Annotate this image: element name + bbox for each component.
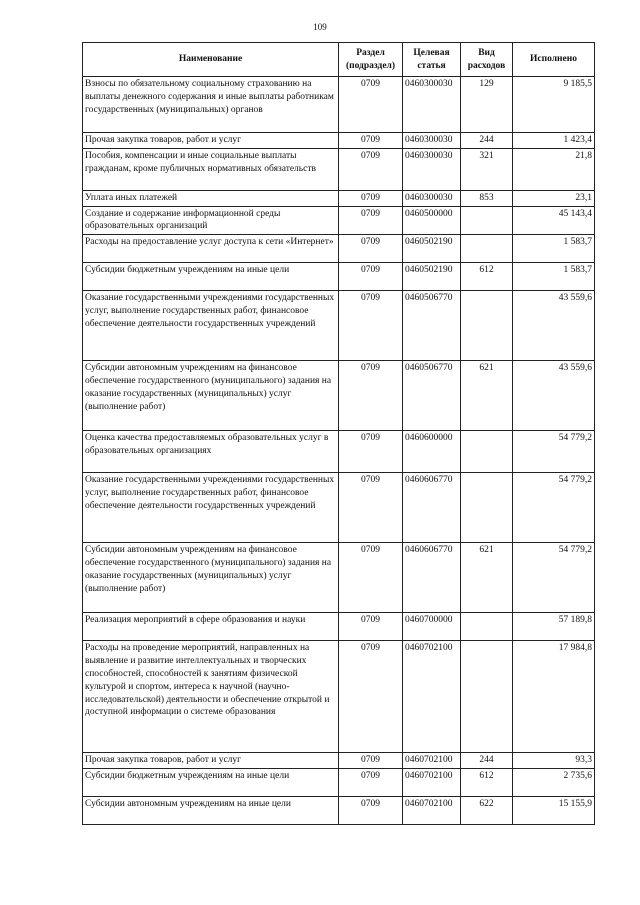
cell-sum: 57 189,8: [513, 613, 595, 641]
cell-kind: 621: [461, 543, 513, 613]
cell-kind: [461, 291, 513, 361]
cell-section: 0709: [339, 543, 403, 613]
cell-kind: [461, 235, 513, 263]
cell-sum: 1 583,7: [513, 235, 595, 263]
cell-kind: 129: [461, 77, 513, 133]
cell-kind: 244: [461, 753, 513, 769]
cell-sum: 15 155,9: [513, 797, 595, 825]
cell-target: 0460300030: [403, 77, 461, 133]
cell-name: Субсидии автономным учреждениям на финансовое обеспечение государственного (муниципального) задания на оказание государственных (муниципальных) услуг (выполнение работ): [83, 543, 339, 613]
cell-target: 0460300030: [403, 148, 461, 190]
cell-kind: [461, 206, 513, 235]
cell-target: 0460300030: [403, 133, 461, 149]
cell-target: 0460300030: [403, 190, 461, 206]
table-body: [83, 77, 595, 825]
cell-sum: 1 423,4: [513, 133, 595, 149]
budget-table: [82, 42, 595, 825]
cell-name: Оценка качества предоставляемых образовательных услуг в образовательных организациях: [83, 431, 339, 473]
cell-kind: 321: [461, 148, 513, 190]
header-section: Раздел (подраздел): [339, 43, 403, 77]
cell-kind: [461, 641, 513, 753]
cell-section: 0709: [339, 148, 403, 190]
cell-target: 0460506770: [403, 361, 461, 431]
table-row: [83, 148, 595, 190]
cell-name: Расходы на проведение мероприятий, направленных на выявление и развитие интеллектуальных и творческих способностей, способностей к занятиям физической культурой и спортом, интереса к научной (научно-исследовательской) деятельности и обеспечение открытой и доступной информации о системе образования: [83, 641, 339, 753]
cell-section: 0709: [339, 235, 403, 263]
cell-kind: 621: [461, 361, 513, 431]
table-row: [83, 235, 595, 263]
cell-name: Создание и содержание информационной среды образовательных организаций: [83, 206, 339, 235]
cell-section: 0709: [339, 613, 403, 641]
table-row: [83, 431, 595, 473]
cell-section: 0709: [339, 431, 403, 473]
cell-section: 0709: [339, 190, 403, 206]
cell-target: 0460500000: [403, 206, 461, 235]
cell-kind: 853: [461, 190, 513, 206]
cell-kind: [461, 473, 513, 543]
cell-section: 0709: [339, 641, 403, 753]
table-row: [83, 133, 595, 149]
table-row: [83, 473, 595, 543]
table-row: [83, 291, 595, 361]
header-target: Целевая статья: [403, 43, 461, 77]
table-header-row: [83, 43, 595, 77]
cell-target: 0460702100: [403, 641, 461, 753]
cell-kind: 612: [461, 263, 513, 291]
cell-section: 0709: [339, 291, 403, 361]
table-row: [83, 543, 595, 613]
cell-name: Пособия, компенсации и иные социальные выплаты гражданам, кроме публичных нормативных обязательств: [83, 148, 339, 190]
cell-sum: 23,1: [513, 190, 595, 206]
cell-target: 0460700000: [403, 613, 461, 641]
table-row: [83, 190, 595, 206]
cell-name: Расходы на предоставление услуг доступа к сети «Интернет»: [83, 235, 339, 263]
table-row: [83, 77, 595, 133]
header-name: Наименование: [83, 43, 339, 77]
cell-name: Субсидии автономным учреждениям на иные цели: [83, 797, 339, 825]
cell-sum: 54 779,2: [513, 543, 595, 613]
cell-section: 0709: [339, 133, 403, 149]
cell-kind: [461, 431, 513, 473]
cell-target: 0460702100: [403, 769, 461, 797]
cell-sum: 54 779,2: [513, 473, 595, 543]
table-row: [83, 613, 595, 641]
table-row: [83, 753, 595, 769]
cell-target: 0460600000: [403, 431, 461, 473]
cell-name: Субсидии автономным учреждениям на финансовое обеспечение государственного (муниципального) задания на оказание государственных (муниципальных) услуг (выполнение работ): [83, 361, 339, 431]
cell-section: 0709: [339, 77, 403, 133]
cell-name: Оказание государственными учреждениями государственных услуг, выполнение государственных работ, финансовое обеспечение деятельности государственных учреждений: [83, 291, 339, 361]
cell-kind: 622: [461, 797, 513, 825]
cell-section: 0709: [339, 263, 403, 291]
cell-name: Уплата иных платежей: [83, 190, 339, 206]
cell-sum: 1 583,7: [513, 263, 595, 291]
cell-target: 0460702100: [403, 797, 461, 825]
cell-sum: 45 143,4: [513, 206, 595, 235]
cell-name: Прочая закупка товаров, работ и услуг: [83, 753, 339, 769]
cell-kind: 612: [461, 769, 513, 797]
cell-sum: 21,8: [513, 148, 595, 190]
table-row: [83, 206, 595, 235]
cell-name: Реализация мероприятий в сфере образования и науки: [83, 613, 339, 641]
cell-sum: 43 559,6: [513, 361, 595, 431]
header-kind: Вид расходов: [461, 43, 513, 77]
cell-sum: 17 984,8: [513, 641, 595, 753]
cell-sum: 93,3: [513, 753, 595, 769]
table-row: [83, 797, 595, 825]
cell-target: 0460506770: [403, 291, 461, 361]
cell-section: 0709: [339, 361, 403, 431]
cell-section: 0709: [339, 753, 403, 769]
table-row: [83, 263, 595, 291]
cell-sum: 43 559,6: [513, 291, 595, 361]
cell-sum: 2 735,6: [513, 769, 595, 797]
cell-target: 0460502190: [403, 263, 461, 291]
cell-target: 0460606770: [403, 543, 461, 613]
cell-sum: 54 779,2: [513, 431, 595, 473]
cell-target: 0460702100: [403, 753, 461, 769]
table-row: [83, 641, 595, 753]
cell-name: Оказание государственными учреждениями государственных услуг, выполнение государственных работ, финансовое обеспечение деятельности государственных учреждений: [83, 473, 339, 543]
page-number: 109: [313, 22, 327, 32]
cell-kind: [461, 613, 513, 641]
table-row: [83, 769, 595, 797]
header-sum: Исполнено: [513, 43, 595, 77]
cell-sum: 9 185,5: [513, 77, 595, 133]
cell-section: 0709: [339, 797, 403, 825]
cell-section: 0709: [339, 206, 403, 235]
cell-section: 0709: [339, 473, 403, 543]
cell-name: Субсидии бюджетным учреждениям на иные цели: [83, 263, 339, 291]
cell-name: Субсидии бюджетным учреждениям на иные цели: [83, 769, 339, 797]
cell-name: Прочая закупка товаров, работ и услуг: [83, 133, 339, 149]
cell-target: 0460606770: [403, 473, 461, 543]
cell-target: 0460502190: [403, 235, 461, 263]
cell-name: Взносы по обязательному социальному страхованию на выплаты денежного содержания и иные выплаты работникам государственных (муниципальных) органов: [83, 77, 339, 133]
table-row: [83, 361, 595, 431]
cell-section: 0709: [339, 769, 403, 797]
cell-kind: 244: [461, 133, 513, 149]
